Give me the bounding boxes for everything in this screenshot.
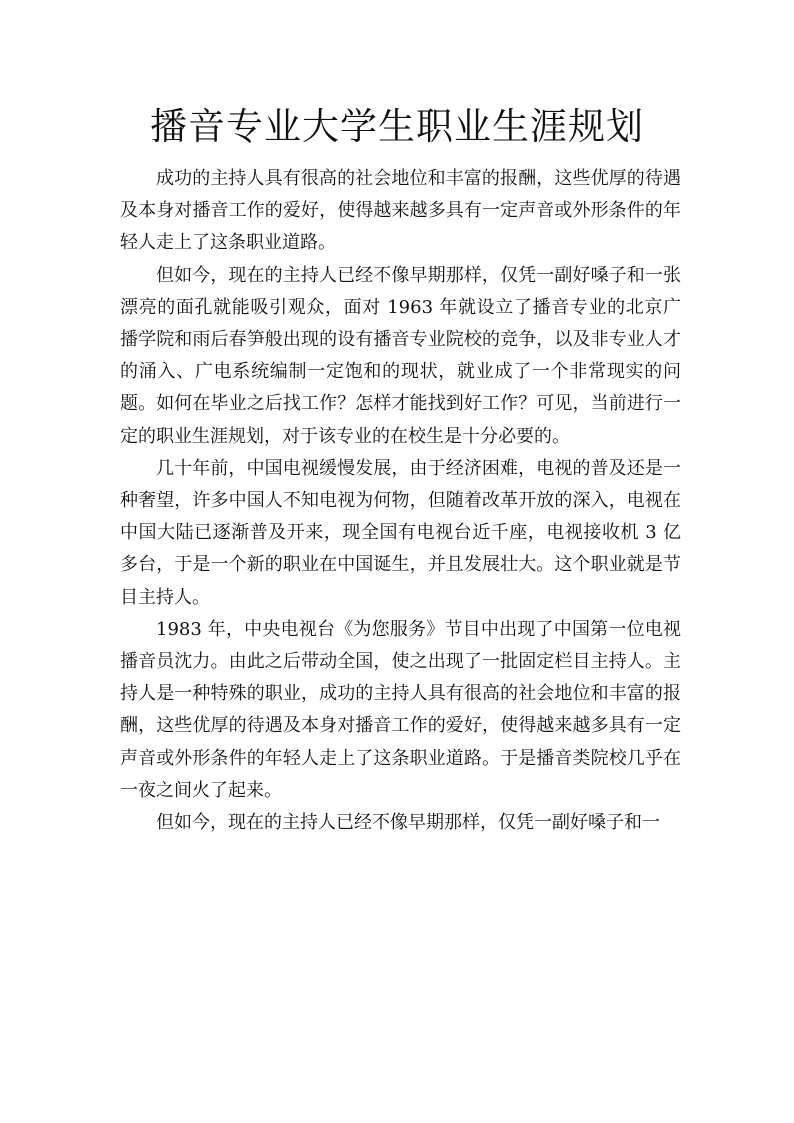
paragraph-4: 1983 年，中央电视台《为您服务》节目中出现了中国第一位电视播音员沈力。由此之后带动全国，使之出现了一批固定栏目主持人。主持人是一种特殊的职业，成功的主持人具有很高的社会地位和丰富的报酬，这些优厚的待遇及本身对播音工作的爱好，使得越来越多具有一定声音或外形条件的年轻人走上了这条职业道路。于是播音类院校几乎在一夜之间火了起来。 [120, 618, 681, 801]
paragraph-2: 但如今，现在的主持人已经不像早期那样，仅凭一副好嗓子和一张漂亮的面孔就能吸引观众，面对 1963 年就设立了播音专业的北京广播学院和雨后春笋般出现的设有播音专业院校的竞争，以及非专业人才的涌入、广电系统编制一定饱和的现状，就业成了一个非常现实的问题。如何在毕业之后找工作？怎样才能找到好工作？可见，当前进行一定的职业生涯规划，对于该专业的在校生是十分必要的。 [120, 264, 681, 447]
paragraph-3: 几十年前，中国电视缓慢发展，由于经济困难，电视的普及还是一种奢望，许多中国人不知电视为何物，但随着改革开放的深入，电视在中国大陆已逐渐普及开来，现全国有电视台近千座，电视接收机 3 亿多台，于是一个新的职业在中国诞生，并且发展壮大。这个职业就是节目主持人。 [120, 457, 681, 608]
paragraph-5: 但如今，现在的主持人已经不像早期那样，仅凭一副好嗓子和一 [156, 812, 660, 834]
document-body [120, 163, 681, 839]
document-title: 播音专业大学生职业生涯规划 [150, 105, 644, 148]
paragraph-1: 成功的主持人具有很高的社会地位和丰富的报酬，这些优厚的待遇及本身对播音工作的爱好，使得越来越多具有一定声音或外形条件的年轻人走上了这条职业道路。 [120, 168, 681, 254]
